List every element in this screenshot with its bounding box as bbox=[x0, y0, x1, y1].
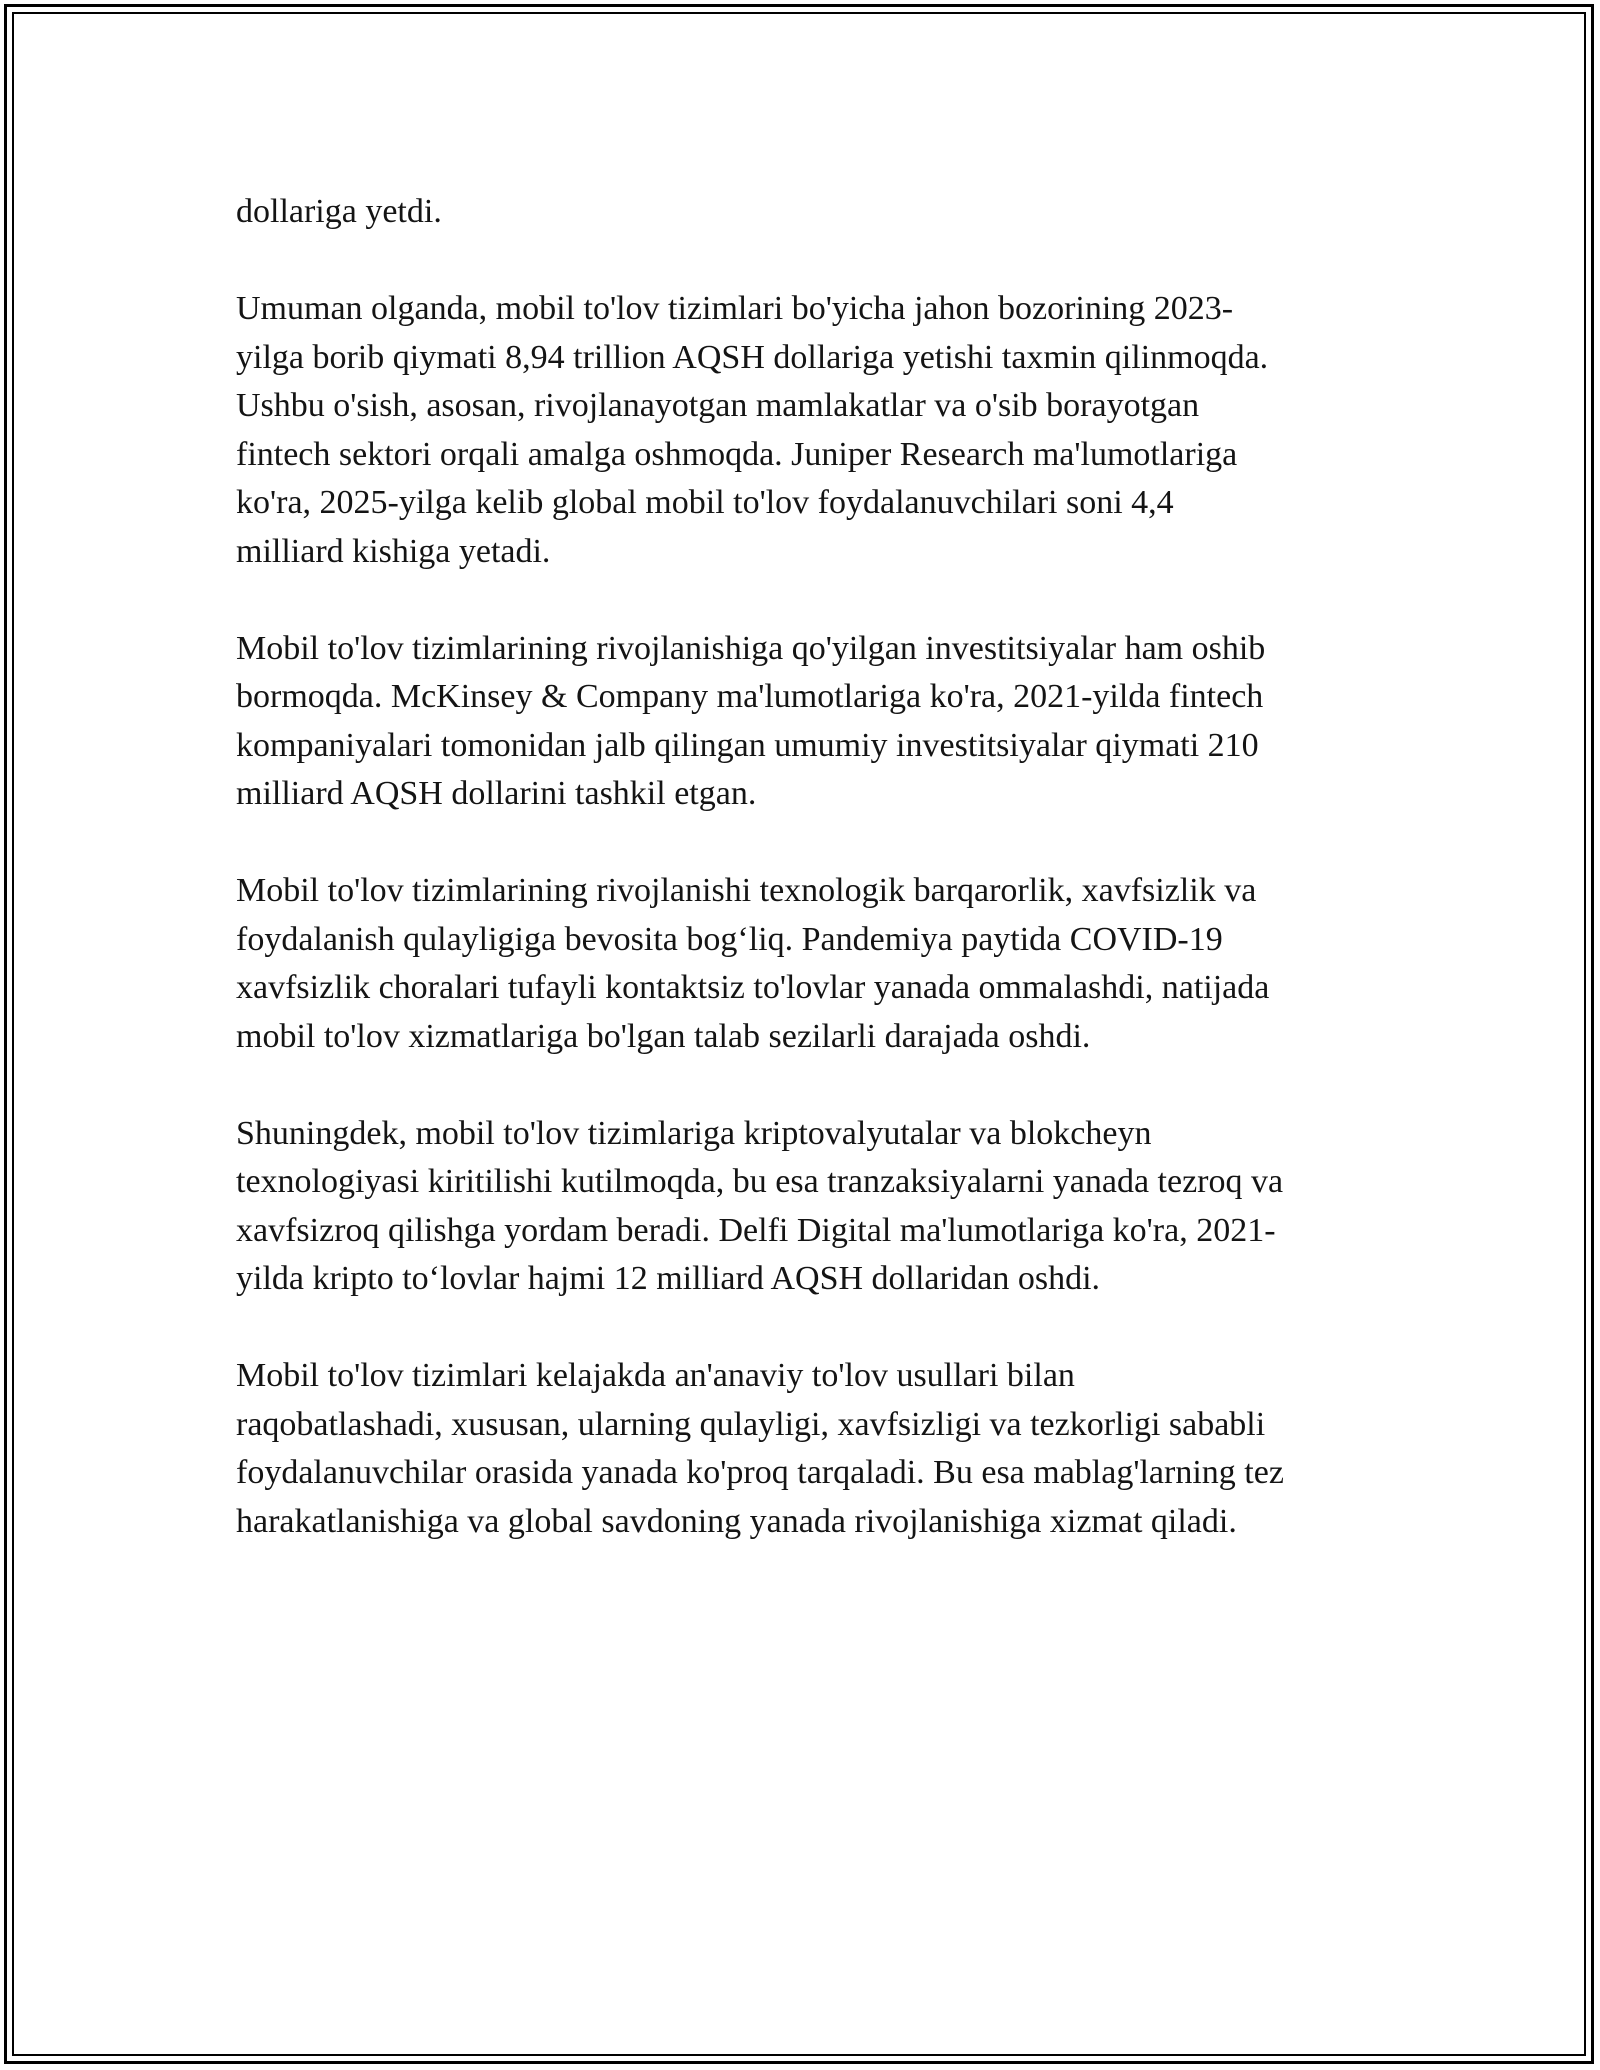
paragraph-continuation: dollariga yetdi. bbox=[236, 193, 442, 230]
paragraph-investments: Mobil to'lov tizimlarining rivojlanishiga qo'yilgan investitsiyalar ham oshib bormoqda. McKinsey & Company ma'lumotlariga ko'ra, 2021-yilda fintech kompaniyalari tomonidan jalb qilingan umumiy investitsiyalar qiymati 210 milliard AQSH dollarini tashkil etgan. bbox=[236, 629, 1266, 812]
paragraph-security-convenience: Mobil to'lov tizimlarining rivojlanishi texnologik barqarorlik, xavfsizlik va foydalanish qulayligiga bevosita bog‘liq. Pandemiya paytida COVID-19 xavfsizlik choralari tufayli kontaktsiz to'lovlar yanada ommalashdi, natijada mobil to'lov xizmatlariga bo'lgan talab sezilarli darajada oshdi. bbox=[236, 872, 1270, 1055]
paragraph-crypto-blockchain: Shuningdek, mobil to'lov tizimlariga kriptovalyutalar va blokcheyn texnologiyasi kiritilishi kutilmoqda, bu esa tranzaksiyalarni yanada tezroq va xavfsizroq qilishga yordam beradi. Delfi Digital ma'lumotlariga ko'ra, 2021- yilda kripto to‘lovlar hajmi 12 milliard AQSH dollaridan oshdi. bbox=[236, 1114, 1284, 1297]
paragraph-market-forecast: Umuman olganda, mobil to'lov tizimlari bo'yicha jahon bozorining 2023- yilga borib qiymati 8,94 trillion AQSH dollariga yetishi taxmin qilinmoqda. Ushbu o'sish, asosan, rivojlanayotgan mamlakatlar va o'sib borayotgan fintech sektori orqali amalga oshmoqda. Juniper Research ma'lumotlariga ko'ra, 2025-yilga kelib global mobil to'lov foydalanuvchilari soni 4,4 milliard kishiga yetadi. bbox=[236, 290, 1269, 570]
paragraph-future-outlook: Mobil to'lov tizimlari kelajakda an'anaviy to'lov usullari bilan raqobatlashadi, xususan, ularning qulayligi, xavfsizligi va tezkorligi sababli foydalanuvchilar orasida yanada ko'proq tarqaladi. Bu esa mablag'larning tez harakatlanishiga va global savdoning yanada rivojlanishiga xizmat qiladi. bbox=[236, 1357, 1284, 1540]
document-body bbox=[236, 188, 1386, 1595]
